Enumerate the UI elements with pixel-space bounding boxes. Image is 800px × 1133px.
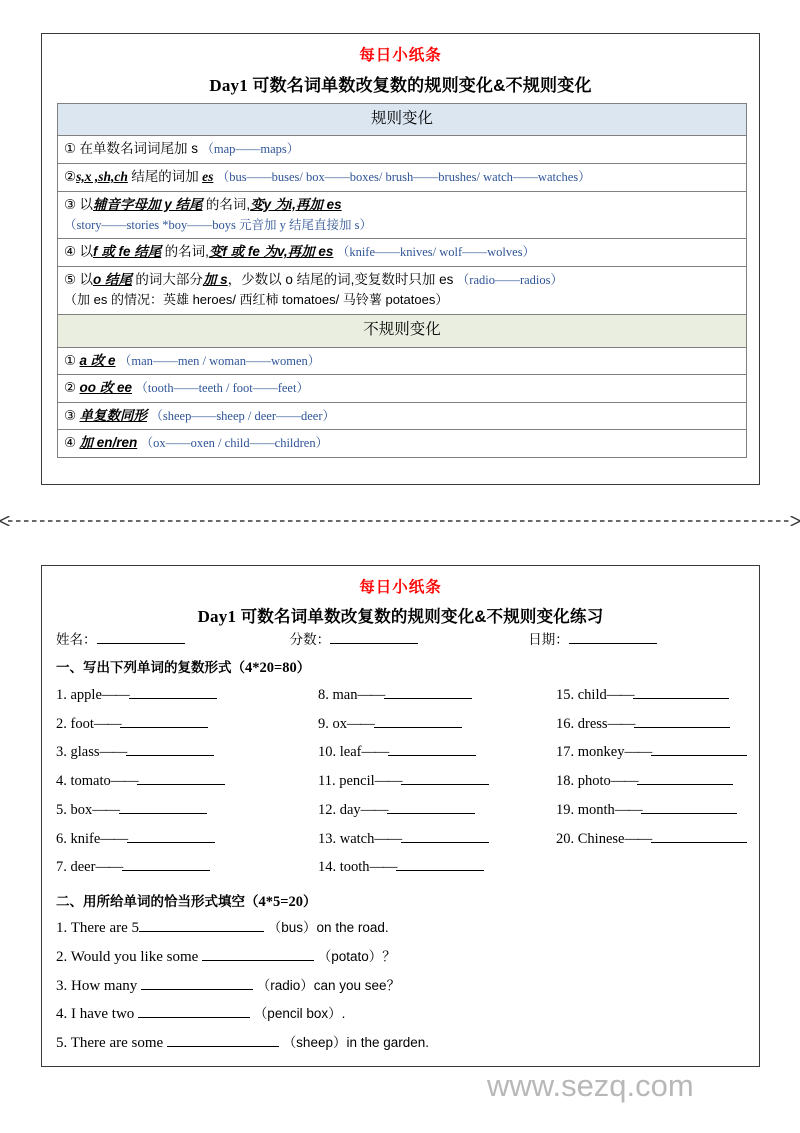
rule-5-tail: ，少数以 o 结尾的词,变复数时只加 es <box>227 271 454 287</box>
word-no: 18. <box>556 773 575 790</box>
word-text: child <box>577 687 607 703</box>
fill-after: （radio）can you see？ <box>256 977 401 993</box>
word-item[interactable]: 11. pencil—— <box>318 767 568 796</box>
name-input-line[interactable] <box>97 631 185 644</box>
word-answer-line[interactable] <box>119 801 207 814</box>
irr-4-example: （ox——oxen / child——children） <box>140 436 329 451</box>
word-item[interactable]: 19. month—— <box>556 796 786 825</box>
word-item[interactable]: 20. Chinese—— <box>556 825 786 854</box>
irr-1-example: （man——men / woman——women） <box>118 353 321 368</box>
rule-5-key2: 加 s <box>202 271 228 287</box>
fill-after: （sheep）in the garden. <box>282 1035 430 1051</box>
rule-3-subnote: （story——stories *boy——boys 元音加 y 结尾直接加 s） <box>64 218 372 233</box>
score-label: 分数： <box>289 632 331 647</box>
date-label: 日期： <box>528 632 569 647</box>
word-no: 5. <box>56 801 67 818</box>
fill-answer-line[interactable] <box>202 947 314 961</box>
word-item[interactable]: 6. knife—— <box>56 825 301 854</box>
site-watermark: www.sezq.com <box>487 1068 694 1103</box>
word-item[interactable]: 9. ox—— <box>318 710 568 739</box>
word-item[interactable]: 15. child—— <box>556 681 786 710</box>
fill-no: 2. <box>56 948 68 965</box>
word-text: apple <box>70 687 102 703</box>
score-input-line[interactable] <box>330 631 418 644</box>
rule-1-lead: 在单数名词词尾加 s <box>79 141 198 157</box>
worksheet-meta-row <box>56 628 746 649</box>
bottom-main-title <box>42 603 759 627</box>
word-answer-line[interactable] <box>396 858 484 871</box>
rule-4-example: （knife——knives/ wolf——wolves） <box>336 245 536 260</box>
word-item[interactable]: 16. dress—— <box>556 710 786 739</box>
word-item[interactable]: 1. apple—— <box>56 681 301 710</box>
word-no: 11. <box>318 773 336 790</box>
rule-row-3 <box>58 191 747 239</box>
word-column-3 <box>556 681 786 853</box>
rule-5-lead: 以 <box>79 271 93 287</box>
bottom-red-title: 每日小纸条 <box>359 579 442 596</box>
word-answer-line[interactable] <box>122 858 210 871</box>
section-2-close: ） <box>303 894 317 909</box>
word-answer-line[interactable] <box>129 686 217 699</box>
fill-no: 4. <box>56 1006 68 1023</box>
score-field-group[interactable] <box>290 628 525 649</box>
top-title-text: 可数名词单数改复数的规则变化&不规则变化 <box>252 76 592 95</box>
irr-3-key: 单复数同形 <box>79 407 147 423</box>
word-answer-line[interactable] <box>127 829 215 842</box>
word-text: glass <box>70 744 100 761</box>
word-no: 6. <box>56 830 67 847</box>
fill-answer-line[interactable] <box>139 918 264 932</box>
irr-2-example: （tooth——teeth / foot——feet） <box>135 381 309 396</box>
word-item[interactable]: 5. box—— <box>56 796 301 825</box>
rule-2-mid: 结尾的词加 <box>131 169 199 185</box>
word-text: month <box>577 801 615 818</box>
fill-answer-line[interactable] <box>167 1033 279 1047</box>
irregular-row-4 <box>58 430 747 458</box>
word-text: photo <box>577 773 611 790</box>
bottom-title-text: 可数名词单数改复数的规则变化&不规则变化练习 <box>240 608 604 626</box>
word-answer-line[interactable] <box>388 743 476 756</box>
irr-1-key: a 改 e <box>79 352 116 368</box>
section-2-score: 4*5=20 <box>258 894 304 910</box>
rule-4-lead: 以 <box>79 244 93 260</box>
section-1-text: 一、写出下列单词的复数形式（ <box>56 660 245 675</box>
fill-before: Would you like some <box>70 948 203 965</box>
word-no: 15. <box>556 687 575 703</box>
fill-answer-line[interactable] <box>138 1005 250 1019</box>
regular-header-row <box>58 104 747 136</box>
fill-item[interactable] <box>56 972 746 1001</box>
word-text: deer <box>70 859 96 876</box>
word-no: 19. <box>556 801 575 818</box>
word-text: Chinese <box>577 830 625 847</box>
word-answer-line[interactable] <box>401 829 489 842</box>
word-no: 14. <box>318 859 337 876</box>
rule-3-key: 辅音字母加 y 结尾 <box>92 196 203 212</box>
fill-before: There are some <box>70 1035 167 1052</box>
irr-4-number: ④ <box>64 435 77 451</box>
fill-item[interactable] <box>56 1000 746 1029</box>
word-text: ox <box>332 715 347 732</box>
word-text: man <box>332 687 358 703</box>
fill-after: （pencil box）. <box>253 1006 346 1022</box>
fill-answer-line[interactable] <box>141 976 253 990</box>
irr-2-number: ② <box>64 380 77 396</box>
word-answer-line[interactable] <box>651 829 747 842</box>
date-field-group[interactable] <box>528 628 657 649</box>
word-answer-line[interactable] <box>401 772 489 785</box>
word-text: tomato <box>70 773 111 790</box>
fill-item[interactable] <box>56 914 746 943</box>
irr-4-key: 加 en/ren <box>79 435 138 451</box>
word-answer-line[interactable] <box>374 714 462 727</box>
word-no: 1. <box>56 687 67 703</box>
name-label: 姓名： <box>56 632 97 647</box>
word-item[interactable]: 14. tooth—— <box>318 853 568 882</box>
rule-2-key: s,x ,sh,ch <box>76 169 128 185</box>
date-input-line[interactable] <box>569 631 657 644</box>
section-1-close: ） <box>296 660 311 675</box>
word-no: 3. <box>56 744 67 761</box>
rule-3-mid: 的名词, <box>205 196 251 212</box>
word-text: box <box>70 801 93 818</box>
rule-4-number: ④ <box>64 244 77 260</box>
fill-no: 5. <box>56 1035 68 1052</box>
word-answer-line[interactable] <box>120 714 208 727</box>
word-item[interactable]: 3. glass—— <box>56 738 301 767</box>
word-answer-line[interactable] <box>387 801 475 814</box>
rule-row-1 <box>58 136 747 164</box>
section-1-score: 4*20=80 <box>245 660 297 676</box>
scissors-cut-line-icon <box>0 513 800 529</box>
word-answer-line[interactable] <box>651 743 747 756</box>
word-answer-line[interactable] <box>637 772 733 785</box>
top-red-title: 每日小纸条 <box>359 47 442 64</box>
irr-1-number: ① <box>64 352 77 368</box>
word-text: knife <box>70 830 101 847</box>
word-item[interactable]: 7. deer—— <box>56 853 301 882</box>
rule-3-number: ③ <box>64 196 77 212</box>
top-main-title <box>42 71 759 96</box>
word-item[interactable]: 12. day—— <box>318 796 568 825</box>
word-answer-line[interactable] <box>634 714 730 727</box>
word-no: 4. <box>56 773 67 790</box>
word-no: 17. <box>556 744 575 761</box>
fill-item[interactable] <box>56 1029 746 1058</box>
rule-4-mid: 的名词, <box>164 244 209 260</box>
rule-3-key2: 变y 为i,再加 es <box>250 196 342 212</box>
word-item[interactable]: 2. foot—— <box>56 710 301 739</box>
word-text: watch <box>339 830 375 847</box>
word-no: 8. <box>318 687 329 703</box>
word-text: leaf <box>339 744 362 761</box>
rule-2-number: ② <box>64 169 77 185</box>
rule-1-number: ① <box>64 141 77 157</box>
name-field-group[interactable] <box>56 628 286 649</box>
fill-before: There are 5 <box>70 920 140 936</box>
rule-2-key2: es <box>202 169 214 185</box>
rule-row-4 <box>58 239 747 267</box>
irregular-row-1 <box>58 347 747 375</box>
irregular-header-row <box>58 315 747 347</box>
word-item[interactable]: 8. man—— <box>318 681 568 710</box>
rule-1-example: （map——maps） <box>201 142 300 157</box>
rule-4-key: f 或 fe 结尾 <box>92 244 162 260</box>
irregular-row-3 <box>58 402 747 430</box>
fill-no: 3. <box>56 977 68 994</box>
word-answer-line[interactable] <box>137 772 225 785</box>
word-item[interactable]: 4. tomato—— <box>56 767 301 796</box>
section-1-heading <box>56 656 310 677</box>
fill-no: 1. <box>56 920 68 936</box>
word-answer-line[interactable] <box>126 743 214 756</box>
rule-4-key2: 变f 或 fe 为v,再加 es <box>208 244 334 260</box>
fill-after: （bus）on the road. <box>267 920 389 935</box>
word-no: 13. <box>318 830 337 847</box>
rule-row-2 <box>58 164 747 192</box>
irr-3-example: （sheep——sheep / deer——deer） <box>150 408 336 423</box>
word-item[interactable]: 17. monkey—— <box>556 738 786 767</box>
word-answer-line[interactable] <box>633 686 729 699</box>
word-no: 9. <box>318 715 329 732</box>
word-no: 10. <box>318 744 337 761</box>
word-text: monkey <box>577 744 625 761</box>
section-2-heading <box>56 890 317 911</box>
rule-5-example: （radio——radios） <box>456 272 564 287</box>
worksheet-sheet <box>41 565 760 1067</box>
rule-5-subnote: （加 es 的情况：英雄 heroes/ 西红柿 tomatoes/ 马铃薯 potatoes） <box>64 292 449 308</box>
word-no: 16. <box>556 715 575 732</box>
irr-3-number: ③ <box>64 407 77 423</box>
word-no: 2. <box>56 715 67 732</box>
word-no: 12. <box>318 801 337 818</box>
word-text: tooth <box>339 859 370 876</box>
word-answer-line[interactable] <box>384 686 472 699</box>
word-text: day <box>339 801 361 818</box>
irr-2-key: oo 改 ee <box>79 380 132 396</box>
top-title-day: Day1 <box>209 76 248 95</box>
rule-5-mid: 的词大部分 <box>135 271 203 287</box>
word-text: foot <box>70 715 94 732</box>
fill-item[interactable] <box>56 943 746 972</box>
word-answer-line[interactable] <box>641 801 737 814</box>
fill-in-blank-list <box>56 914 746 1058</box>
rules-table <box>57 103 747 458</box>
word-no: 20. <box>556 830 575 847</box>
reference-sheet <box>41 33 760 485</box>
rule-3-lead: 以 <box>79 196 93 212</box>
irregular-section-header: 不规则变化 <box>363 321 441 339</box>
fill-before: How many <box>71 977 141 994</box>
fill-before: I have two <box>71 1006 139 1023</box>
bottom-title-day: Day1 <box>197 607 237 626</box>
word-text: pencil <box>339 773 375 790</box>
word-item[interactable]: 18. photo—— <box>556 767 786 796</box>
word-no: 7. <box>56 859 67 876</box>
word-column-1 <box>56 681 301 882</box>
rule-2-example: （bus——buses/ box——boxes/ brush——brushes/ watch——watches） <box>216 170 591 185</box>
regular-section-header: 规则变化 <box>370 110 433 127</box>
irregular-row-2 <box>58 375 747 403</box>
rule-row-5 <box>58 266 747 314</box>
section-2-text: 二、用所给单词的恰当形式填空（ <box>56 894 259 909</box>
word-item[interactable]: 10. leaf—— <box>318 738 568 767</box>
word-item[interactable]: 13. watch—— <box>318 825 568 854</box>
word-column-2 <box>318 681 568 882</box>
word-text: dress <box>577 715 608 732</box>
fill-after: （potato）？ <box>317 948 396 964</box>
rule-5-key: o 结尾 <box>92 271 132 287</box>
rule-5-number: ⑤ <box>64 271 77 287</box>
